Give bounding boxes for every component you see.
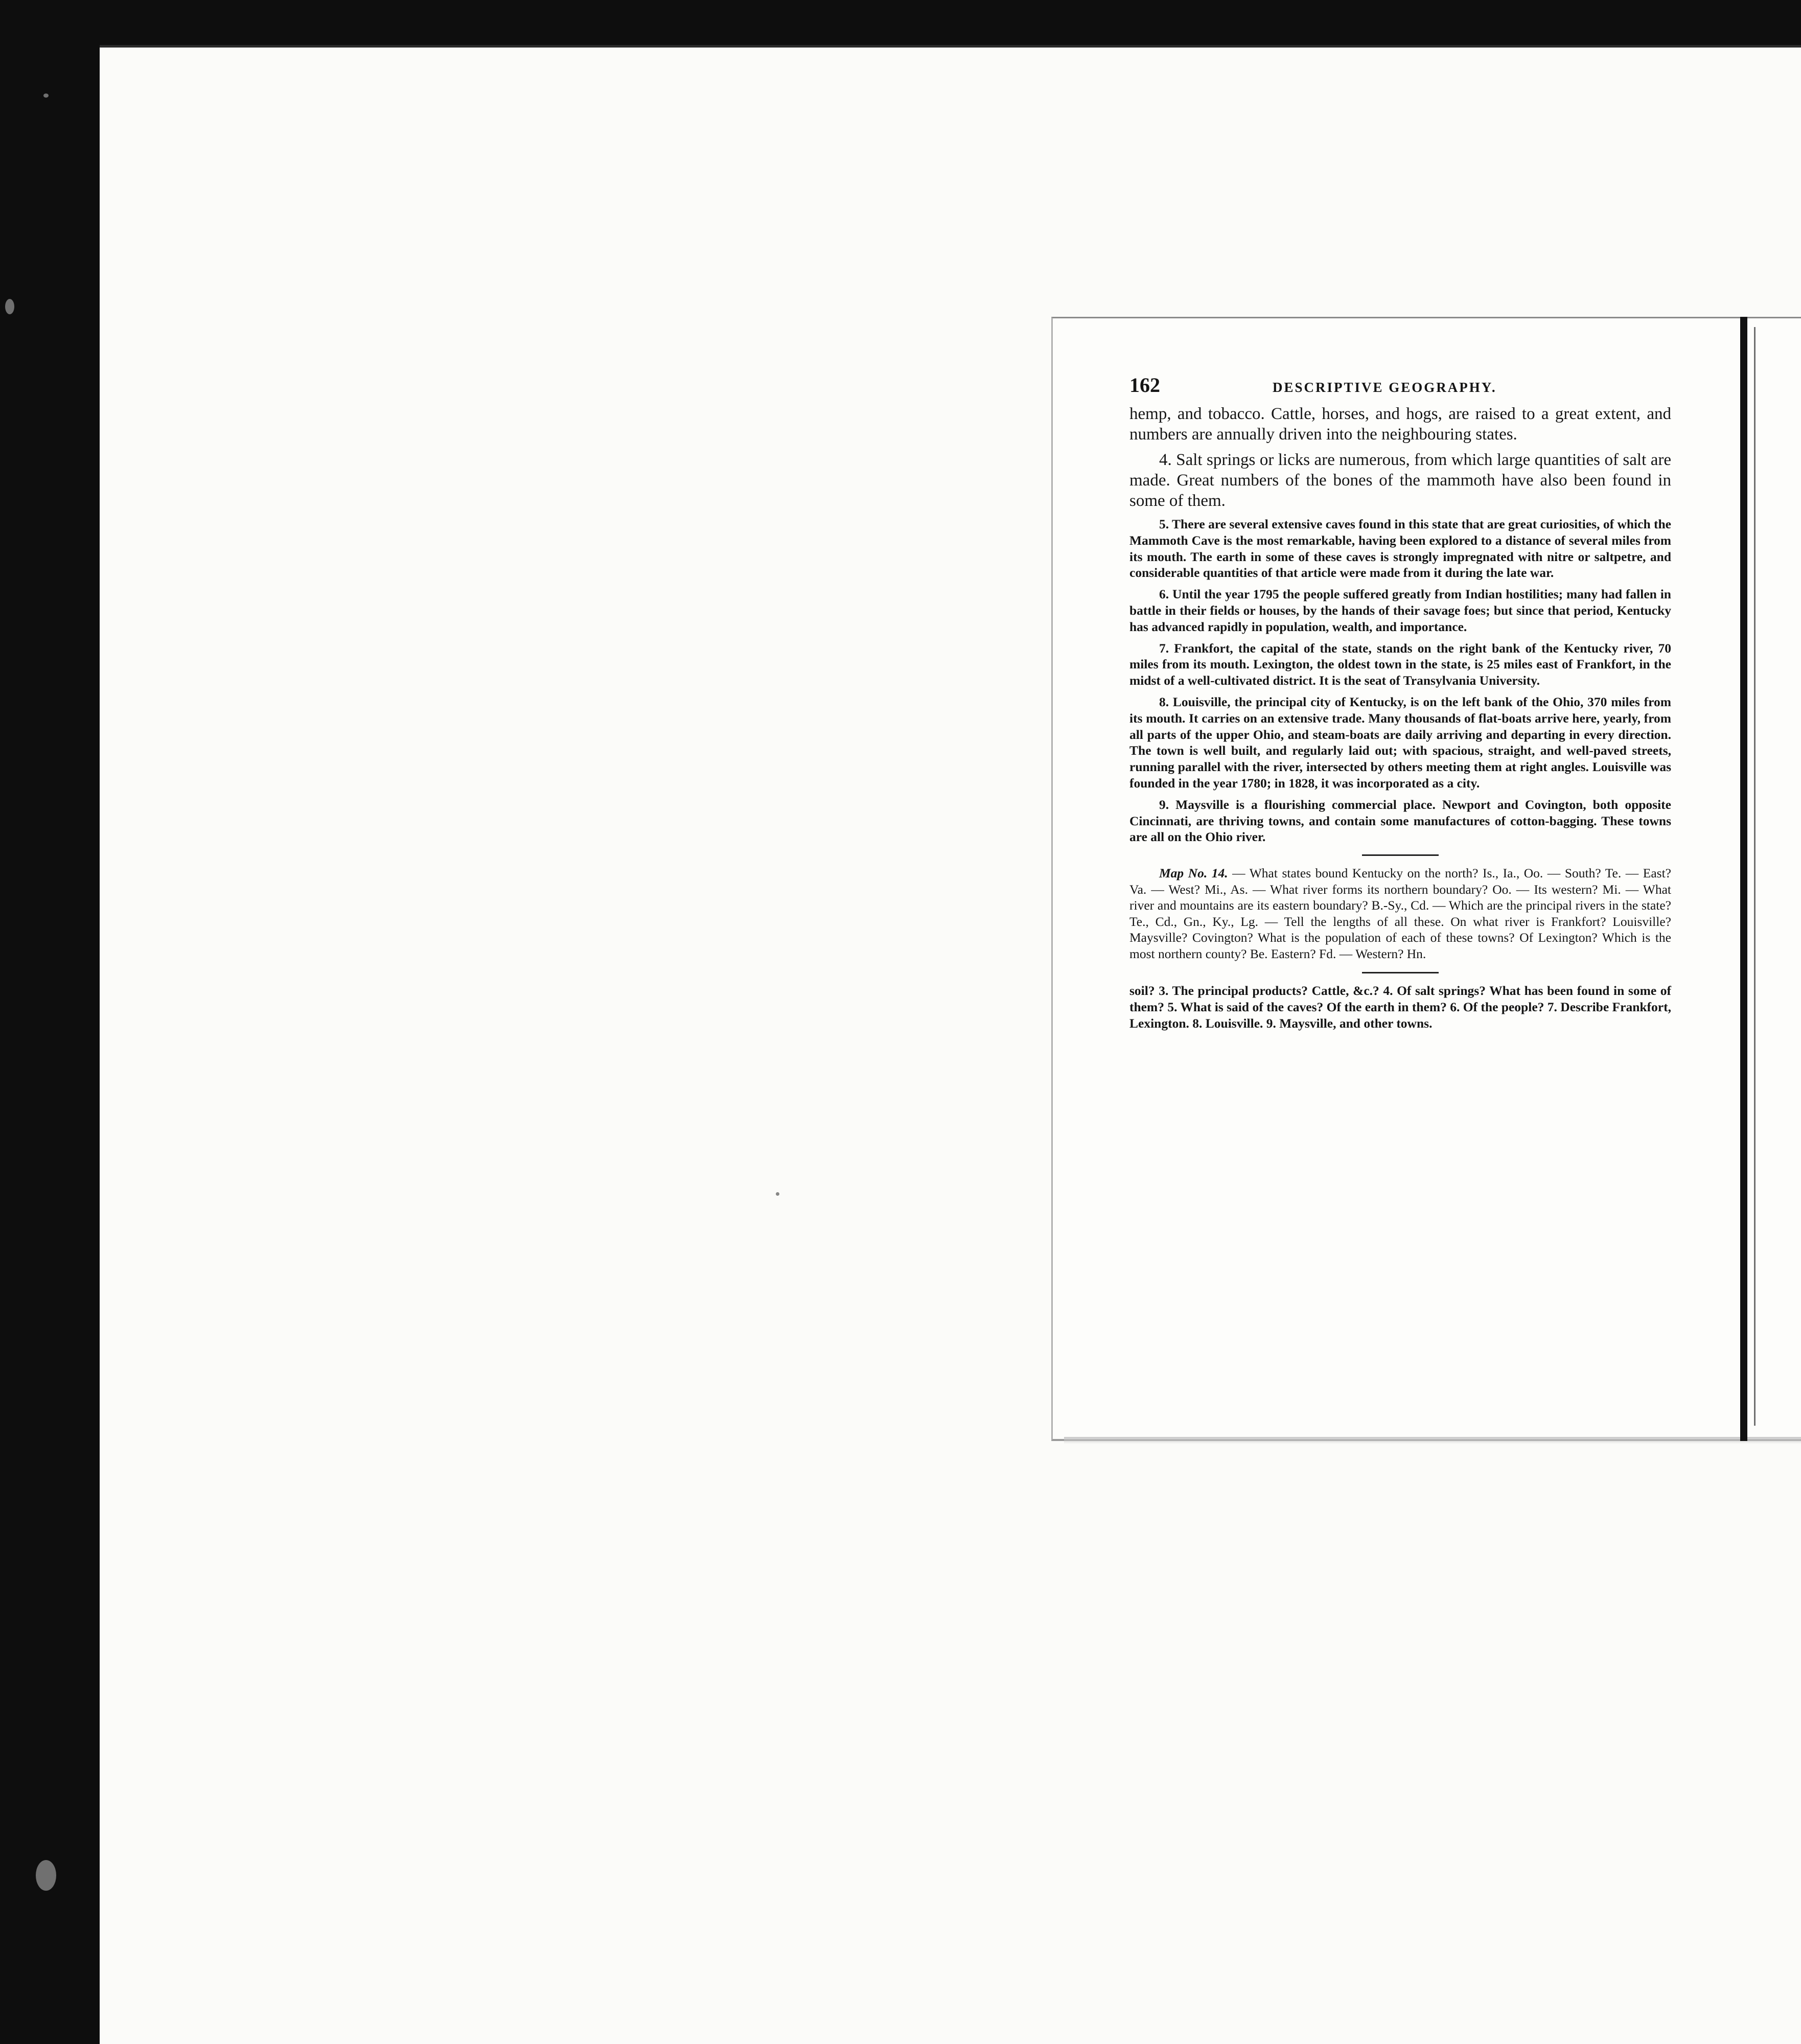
review-questions: soil? 3. The principal products? Cattle, &c.? 4. Of salt springs? What has been found in some of them? 5. What is said of the caves? Of the earth in them? 6. Of the people? 7. Describe Frankfort, Lexington. 8. Louisville. 9. Maysville, and other towns. — [1129, 983, 1671, 1031]
dust-speck — [5, 299, 14, 314]
dust-speck — [43, 94, 49, 98]
paragraph-people: 6. Until the year 1795 the people suffered greatly from Indian hostilities; many had fallen in battle in their fields or houses, by the hands of their savage foes; but since that period, Kentucky has advanced rapidly in population, wealth, and importance. — [1129, 587, 1671, 634]
paragraph-maysville: 9. Maysville is a flourishing commercial place. Newport and Covington, both opposite Cincinnati, are thriving towns, and contain some manufactures of cotton-bagging. These towns are all on the Ohio river. — [1129, 797, 1671, 845]
page-shadow — [1064, 1437, 1801, 1444]
map-questions-label: Map No. 14. — [1159, 866, 1228, 881]
dust-speck — [776, 1192, 779, 1196]
paragraph-salt-springs: 4. Salt springs or licks are numerous, from which large quantities of salt are made. Great numbers of the bones of the mammoth have also been found in some of them. — [1129, 451, 1671, 510]
binding-edge-line — [1754, 327, 1756, 1426]
section-divider — [1362, 972, 1439, 973]
paragraph-frankfort: 7. Frankfort, the capital of the state, stands on the right bank of the Kentucky river, 70 miles from its mouth. Lexington, the oldest town in the state, is 25 miles east of Frankfort, in the midst of a well-cultivated district. It is the seat of Transylvania University. — [1129, 640, 1671, 688]
page-number: 162 — [1129, 374, 1160, 397]
running-head — [1129, 373, 1671, 404]
paragraph-louisville: 8. Louisville, the principal city of Kentucky, is on the left bank of the Ohio, 370 miles from its mouth. It carries on an extensive trade. Many thousands of flat-boats arrive here, yearly, from all parts of the upper Ohio, and steam-boats are daily arriving and departing in every direction. The town is well built, and regularly laid out; with spacious, straight, and well-paved streets, running parallel with the river, intersected by others meeting them at right angles. Louisville was founded in the year 1780; in 1828, it was incorporated as a city. — [1129, 694, 1671, 791]
binding-edge — [1740, 317, 1747, 1441]
section-divider — [1362, 854, 1439, 856]
paragraph-caves: 5. There are several extensive caves found in this state that are great curiosities, of which the Mammoth Cave is the most remarkable, having been explored to a distance of several miles from its mouth. The earth in some of these caves is strongly impregnated with nitre or saltpetre, and considerable quantities of that article were made from it during the late war. — [1129, 517, 1671, 580]
running-head-title: DESCRIPTIVE GEOGRAPHY. — [1273, 380, 1497, 395]
map-questions-text: — What states bound Kentucky on the north? Is., Ia., Oo. — South? Te. — East? Va. — West? Mi., As. — What river forms its northern boundary? Oo. — Its western? Mi. — What river and mountains are its eastern boundary? B.-Sy., Cd. — Which are the principal rivers in the state? Te., Cd., Gn., Ky., Lg. — Tell the lengths of all these. On what river is Frankfort? Louisville? Maysville? Covington? What is the population of each of these towns? Of Lexington? Which is the most northern county? Be. Eastern? Fd. — Western? Hn. — [1129, 866, 1671, 961]
dust-speck — [36, 1860, 56, 1891]
page-text-column — [1129, 373, 1671, 1032]
map-questions — [1129, 865, 1671, 962]
paragraph-products: hemp, and tobacco. Cattle, horses, and hogs, are raised to a great extent, and numbers are annually driven into the neighbouring states. — [1129, 405, 1671, 444]
